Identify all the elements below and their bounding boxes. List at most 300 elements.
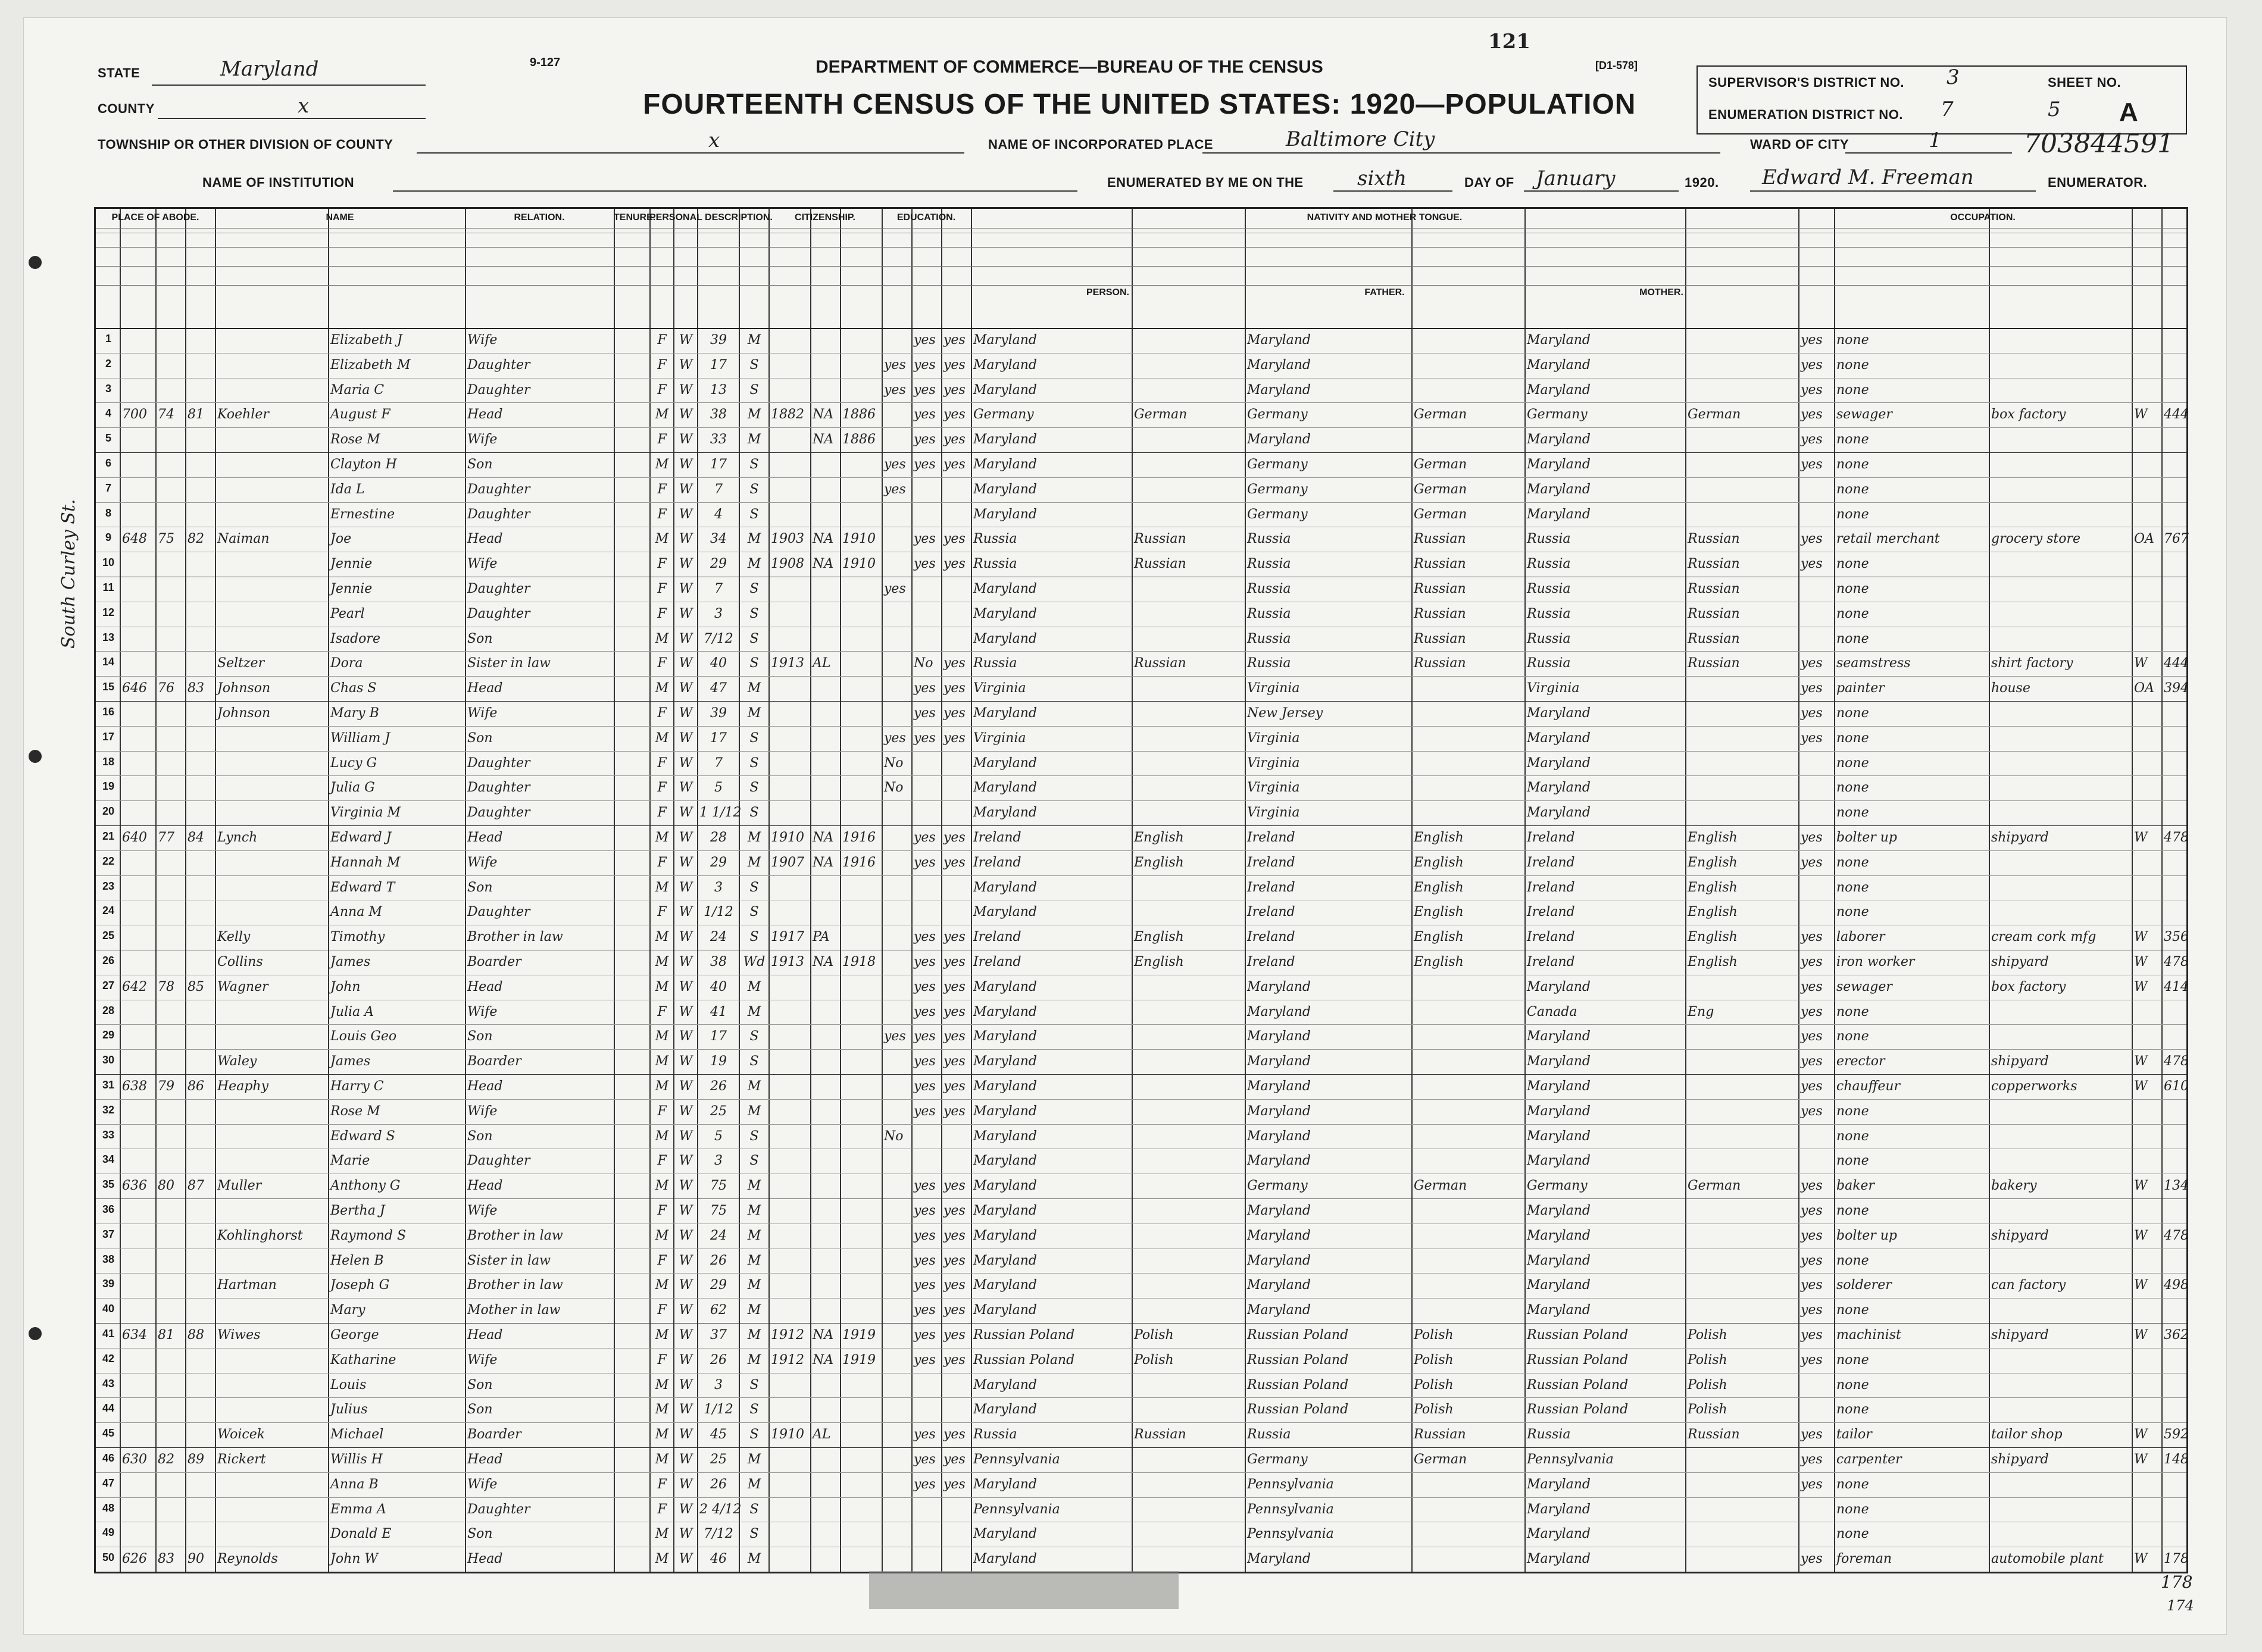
cell-n: 2 [105, 357, 111, 370]
cell-house: 630 [122, 1452, 147, 1467]
cell-n: 1 [105, 333, 111, 345]
cell-read: yes [914, 1452, 936, 1467]
cell-trade: none [1836, 1303, 1869, 1318]
cell-mpob: Maryland [1527, 1253, 1591, 1268]
cell-dw: 77 [158, 830, 174, 845]
cell-sex: F [657, 780, 667, 796]
cell-rel: Wife [467, 1103, 498, 1119]
cell-ind: shipyard [1991, 1328, 2049, 1343]
cell-given: William J [330, 730, 390, 746]
cell-given: Dora [330, 656, 363, 671]
cell-age: 46 [710, 1551, 727, 1567]
cell-mtongue: Eng [1688, 1004, 1714, 1019]
cell-trade: none [1836, 1402, 1869, 1418]
cell-fpob: Maryland [1247, 1004, 1311, 1019]
cell-house: 700 [122, 407, 147, 423]
cell-sex: M [655, 631, 669, 646]
cell-write: yes [943, 1054, 966, 1069]
cell-num: 592 [2164, 1427, 2189, 1443]
cell-natyr: 1886 [842, 432, 876, 448]
cell-dw: 78 [158, 979, 174, 994]
cell-rel: Son [467, 1128, 493, 1144]
cell-age: 17 [710, 457, 727, 472]
cell-mtongue: English [1688, 855, 1738, 870]
cell-write: yes [943, 706, 966, 721]
cell-cls: W [2134, 407, 2148, 423]
cell-read: yes [914, 382, 936, 398]
cell-n: 10 [102, 556, 115, 569]
cell-mpob: Russia [1527, 556, 1571, 572]
cell-trade: none [1836, 457, 1869, 472]
cell-tongue: English [1134, 830, 1184, 845]
cell-rel: Son [467, 1029, 493, 1044]
cell-read: yes [914, 1253, 936, 1268]
cell-read: yes [914, 1029, 936, 1044]
cell-cls: W [2134, 1427, 2148, 1443]
nativity-subgroup-header: MOTHER. [1639, 287, 1683, 298]
cell-trade: none [1836, 805, 1869, 821]
supervisor-district-value: 3 [1947, 65, 1960, 89]
cell-read: yes [914, 1079, 936, 1094]
cell-ms: M [747, 1178, 761, 1194]
cell-n: 7 [105, 481, 111, 494]
cell-ftongue: Polish [1414, 1352, 1454, 1368]
cell-trade: retail merchant [1836, 531, 1940, 547]
cell-given: Edward S [330, 1128, 395, 1144]
cell-age: 7 [714, 481, 723, 497]
cell-pob: Maryland [973, 1303, 1037, 1318]
cell-age: 7/12 [704, 1526, 733, 1542]
cell-num: 148 [2164, 1452, 2189, 1467]
cell-ms: M [747, 1079, 761, 1094]
cell-ind: shipyard [1991, 1228, 2049, 1243]
cell-pob: Maryland [973, 1278, 1037, 1293]
cell-n: 37 [102, 1228, 115, 1240]
cell-sex: M [655, 531, 669, 547]
cell-race: W [679, 1128, 693, 1144]
cell-pob: Pennsylvania [973, 1452, 1060, 1467]
supervisor-district-label: SUPERVISOR'S DISTRICT NO. [1708, 75, 1905, 90]
cell-mtongue: English [1688, 930, 1738, 945]
cell-fpob: Maryland [1247, 382, 1311, 398]
township-label: TOWNSHIP OR OTHER DIVISION OF COUNTY [98, 137, 393, 152]
cell-mpob: Maryland [1527, 1303, 1591, 1318]
cell-read: yes [914, 681, 936, 696]
cell-school: yes [884, 481, 906, 497]
cell-sex: M [655, 1128, 669, 1144]
cell-race: W [679, 1004, 693, 1019]
cell-sex: M [655, 1551, 669, 1567]
cell-house: 638 [122, 1079, 147, 1094]
cell-fpob: Ireland [1247, 905, 1295, 920]
cell-pob: Germany [973, 407, 1034, 423]
cell-write: yes [943, 457, 966, 472]
cell-given: Helen B [330, 1253, 384, 1268]
cell-imm: 1882 [771, 407, 804, 423]
cell-ms: M [747, 556, 761, 572]
cell-mpob: Russia [1527, 606, 1571, 621]
cell-mpob: Germany [1527, 407, 1588, 423]
cell-dw: 74 [158, 407, 174, 423]
cell-trade: none [1836, 382, 1869, 398]
cell-write: yes [943, 681, 966, 696]
cell-ms: M [747, 855, 761, 870]
cell-given: Clayton H [330, 457, 397, 472]
cell-race: W [679, 1228, 693, 1243]
page-number: 121 [1488, 30, 1530, 54]
cell-given: James [330, 1054, 371, 1069]
cell-dw: 81 [158, 1328, 174, 1343]
cell-race: W [679, 1054, 693, 1069]
cell-ind: cream cork mfg [1991, 930, 2097, 945]
cell-pob: Maryland [973, 1253, 1037, 1268]
cell-trade: none [1836, 481, 1869, 497]
cell-rel: Daughter [467, 606, 530, 621]
cell-eng: yes [1801, 1427, 1823, 1443]
column-group-header: EDUCATION. [896, 212, 956, 223]
cell-pob: Maryland [973, 1178, 1037, 1194]
cell-race: W [679, 706, 693, 721]
form-id: 9-127 [530, 56, 561, 69]
cell-fpob: Maryland [1247, 1103, 1311, 1119]
cell-race: W [679, 432, 693, 448]
cell-pob: Maryland [973, 1153, 1037, 1169]
cell-num: 478 [2164, 830, 2189, 845]
cell-ind: house [1991, 681, 2030, 696]
cell-age: 1 1/12 [699, 805, 742, 821]
cell-n: 33 [102, 1128, 115, 1141]
cell-age: 75 [710, 1203, 727, 1218]
cell-read: yes [914, 1054, 936, 1069]
cell-eng: yes [1801, 1203, 1823, 1218]
cell-eng: yes [1801, 1079, 1823, 1094]
cell-cls: W [2134, 1278, 2148, 1293]
cell-pob: Maryland [973, 1203, 1037, 1218]
cell-pob: Maryland [973, 333, 1037, 348]
enumerated-label: ENUMERATED BY ME ON THE [1107, 175, 1304, 190]
cell-fpob: Maryland [1247, 1303, 1311, 1318]
cell-pob: Russian Poland [973, 1328, 1075, 1343]
cell-race: W [679, 606, 693, 621]
cell-age: 25 [710, 1452, 727, 1467]
cell-ms: M [747, 1004, 761, 1019]
cell-surname: Johnson [217, 681, 271, 696]
cell-rel: Wife [467, 1004, 498, 1019]
cell-n: 36 [102, 1203, 115, 1215]
cell-age: 37 [710, 1328, 727, 1343]
cell-race: W [679, 1526, 693, 1542]
cell-ms: S [749, 631, 759, 646]
cell-ms: S [749, 506, 759, 522]
cell-given: Raymond S [330, 1228, 407, 1243]
cell-given: Michael [330, 1427, 384, 1443]
cell-race: W [679, 357, 693, 373]
cell-eng: yes [1801, 656, 1823, 671]
cell-surname: Kelly [217, 930, 251, 945]
cell-mtongue: German [1688, 1178, 1741, 1194]
cell-eng: yes [1801, 979, 1823, 994]
cell-read: yes [914, 830, 936, 845]
cell-rel: Son [467, 730, 493, 746]
cell-fpob: Russian Poland [1247, 1402, 1349, 1418]
cell-race: W [679, 1303, 693, 1318]
enumeration-month-value: January [1536, 167, 1616, 190]
cell-cls: W [2134, 930, 2148, 945]
cell-pob: Virginia [973, 730, 1026, 746]
cell-imm: 1913 [771, 955, 804, 969]
cell-write: yes [943, 830, 966, 845]
cell-nat: NA [813, 407, 834, 423]
cell-fpob: Maryland [1247, 357, 1311, 373]
cell-n: 38 [102, 1253, 115, 1265]
state-value: Maryland [220, 57, 319, 81]
cell-read: yes [914, 1103, 936, 1119]
cell-fpob: Russia [1247, 631, 1291, 646]
cell-ind: grocery store [1991, 531, 2081, 547]
cell-fpob: Maryland [1247, 1551, 1311, 1567]
cell-sex: F [657, 805, 667, 821]
cell-ftongue: Polish [1414, 1328, 1454, 1343]
column-group-header: PERSONAL DESCRIPTION. [649, 212, 773, 223]
cell-sex: M [655, 1427, 669, 1443]
ward-value: 1 [1929, 129, 1942, 152]
cell-read: yes [914, 1278, 936, 1293]
cell-cls: W [2134, 979, 2148, 994]
cell-dw: 83 [158, 1551, 174, 1567]
cell-rel: Daughter [467, 382, 530, 398]
cell-eng: yes [1801, 382, 1823, 398]
cell-n: 13 [102, 631, 115, 643]
cell-school: yes [884, 581, 906, 596]
cell-school: yes [884, 730, 906, 746]
cell-fam: 88 [188, 1328, 204, 1343]
cell-sex: M [655, 830, 669, 845]
cell-read: yes [914, 1004, 936, 1019]
cell-trade: none [1836, 1029, 1869, 1044]
cell-ms: M [747, 1203, 761, 1218]
cell-eng: yes [1801, 855, 1823, 870]
cell-n: 30 [102, 1054, 115, 1066]
cell-rel: Daughter [467, 481, 530, 497]
cell-eng: yes [1801, 1452, 1823, 1467]
cell-tongue: English [1134, 855, 1184, 870]
cell-mtongue: German [1688, 407, 1741, 423]
form-code: [D1-578] [1595, 60, 1638, 71]
cell-ftongue: Russian [1414, 606, 1466, 621]
cell-rel: Son [467, 631, 493, 646]
cell-fpob: Maryland [1247, 979, 1311, 994]
cell-pob: Maryland [973, 1551, 1037, 1567]
cell-write: yes [943, 855, 966, 870]
cell-rel: Son [467, 1377, 493, 1393]
cell-pob: Maryland [973, 755, 1037, 771]
cell-n: 46 [102, 1452, 115, 1464]
footer-number-1: 178 [2161, 1572, 2193, 1592]
cell-trade: none [1836, 1203, 1869, 1218]
cell-ms: S [749, 1128, 759, 1144]
cell-trade: none [1836, 706, 1869, 721]
cell-trade: bolter up [1836, 1228, 1897, 1243]
cell-race: W [679, 1377, 693, 1393]
cell-read: yes [914, 357, 936, 373]
cell-sex: M [655, 1079, 669, 1094]
cell-n: 28 [102, 1004, 115, 1016]
cell-read: yes [914, 706, 936, 721]
cell-ms: M [747, 407, 761, 423]
cell-mtongue: English [1688, 880, 1738, 895]
cell-mpob: Maryland [1527, 780, 1591, 796]
cell-cls: W [2134, 830, 2148, 845]
cell-ind: copperworks [1991, 1079, 2077, 1094]
cell-given: Emma A [330, 1501, 386, 1517]
county-value: x [298, 94, 310, 118]
cell-surname: Reynolds [217, 1551, 278, 1567]
cell-eng: yes [1801, 1029, 1823, 1044]
cell-eng: yes [1801, 407, 1823, 423]
cell-fpob: Ireland [1247, 880, 1295, 895]
cell-trade: painter [1836, 681, 1885, 696]
cell-pob: Maryland [973, 432, 1037, 448]
cell-trade: none [1836, 606, 1869, 621]
cell-surname: Woicek [217, 1427, 265, 1443]
cell-write: yes [943, 930, 966, 945]
cell-age: 3 [714, 1377, 723, 1393]
cell-tongue: Russian [1134, 656, 1186, 671]
cell-mtongue: English [1688, 830, 1738, 845]
cell-imm: 1917 [771, 930, 804, 945]
cell-mpob: Ireland [1527, 855, 1575, 870]
punch-hole-icon [29, 256, 42, 269]
cell-sex: F [657, 506, 667, 522]
cell-fpob: Russia [1247, 656, 1291, 671]
cell-surname: Koehler [217, 407, 269, 423]
cell-ms: M [747, 1328, 761, 1343]
cell-eng: yes [1801, 432, 1823, 448]
cell-sex: M [655, 1377, 669, 1393]
cell-n: 14 [102, 656, 115, 668]
cell-trade: none [1836, 432, 1869, 448]
cell-fpob: New Jersey [1247, 706, 1323, 721]
cell-sex: F [657, 1004, 667, 1019]
township-value: x [708, 129, 720, 152]
cell-race: W [679, 481, 693, 497]
cell-fpob: Maryland [1247, 1228, 1311, 1243]
cell-read: yes [914, 930, 936, 945]
cell-read: yes [914, 1352, 936, 1368]
cell-ftongue: Russian [1414, 581, 1466, 596]
cell-pob: Maryland [973, 805, 1037, 821]
cell-eng: yes [1801, 1004, 1823, 1019]
cell-race: W [679, 556, 693, 572]
cell-mpob: Russia [1527, 531, 1571, 547]
cell-ms: M [747, 1551, 761, 1567]
cell-ms: M [747, 1476, 761, 1492]
cell-n: 25 [102, 930, 115, 942]
cell-nat: NA [813, 955, 834, 969]
cell-mpob: Maryland [1527, 1054, 1591, 1069]
cell-n: 19 [102, 780, 115, 793]
cell-age: 26 [710, 1352, 727, 1368]
cell-mtongue: Russian [1688, 531, 1740, 547]
cell-write: yes [943, 1476, 966, 1492]
cell-ms: M [747, 1352, 761, 1368]
cell-rel: Daughter [467, 506, 530, 522]
cell-mpob: Maryland [1527, 481, 1591, 497]
cell-sex: F [657, 382, 667, 398]
cell-trade: none [1836, 1004, 1869, 1019]
cell-ms: S [749, 1377, 759, 1393]
cell-given: Louis Geo [330, 1029, 397, 1044]
cell-pob: Maryland [973, 1228, 1037, 1243]
cell-sex: M [655, 1178, 669, 1194]
cell-age: 26 [710, 1253, 727, 1268]
cell-ms: S [749, 1526, 759, 1542]
cell-school: yes [884, 1029, 906, 1044]
cell-ind: shipyard [1991, 830, 2049, 845]
cell-pob: Maryland [973, 1054, 1037, 1069]
cell-fam: 89 [188, 1452, 204, 1467]
cell-race: W [679, 955, 693, 969]
cell-given: Donald E [330, 1526, 392, 1542]
cell-cls: OA [2134, 681, 2154, 696]
cell-given: Elizabeth J [330, 333, 402, 348]
cell-sex: M [655, 681, 669, 696]
cell-trade: baker [1836, 1178, 1875, 1194]
cell-sex: M [655, 1054, 669, 1069]
cell-nat: AL [813, 1427, 831, 1443]
cell-write: yes [943, 955, 966, 969]
cell-age: 3 [714, 880, 723, 895]
cell-given: Katharine [330, 1352, 396, 1368]
cell-pob: Maryland [973, 880, 1037, 895]
cell-imm: 1908 [771, 556, 804, 572]
cell-age: 33 [710, 432, 727, 448]
cell-mpob: Maryland [1527, 805, 1591, 821]
cell-trade: none [1836, 1476, 1869, 1492]
cell-trade: none [1836, 333, 1869, 348]
cell-age: 7 [714, 581, 723, 596]
cell-race: W [679, 457, 693, 472]
cell-n: 24 [102, 905, 115, 917]
cell-cls: W [2134, 1178, 2148, 1194]
punch-hole-icon [29, 1327, 42, 1340]
cell-trade: none [1836, 1526, 1869, 1542]
cell-natyr: 1910 [842, 556, 876, 572]
cell-mpob: Ireland [1527, 830, 1575, 845]
cell-fam: 86 [188, 1079, 204, 1094]
cell-age: 19 [710, 1054, 727, 1069]
cell-eng: yes [1801, 706, 1823, 721]
cell-write: yes [943, 531, 966, 547]
cell-ms: M [747, 1278, 761, 1293]
cell-trade: none [1836, 880, 1869, 895]
cell-rel: Head [467, 979, 503, 994]
cell-surname: Wiwes [217, 1328, 261, 1343]
cell-ind: can factory [1991, 1278, 2066, 1293]
cell-fam: 90 [188, 1551, 204, 1567]
cell-given: Anna M [330, 905, 382, 920]
cell-write: yes [943, 1029, 966, 1044]
cell-fpob: Germany [1247, 1178, 1308, 1194]
cell-fpob: Ireland [1247, 855, 1295, 870]
cell-fpob: Russia [1247, 581, 1291, 596]
cell-rel: Wife [467, 1352, 498, 1368]
cell-given: John [330, 979, 361, 994]
cell-given: Edward J [330, 830, 392, 845]
cell-pob: Ireland [973, 855, 1021, 870]
cell-given: Jennie [330, 581, 373, 596]
cell-ms: S [749, 481, 759, 497]
